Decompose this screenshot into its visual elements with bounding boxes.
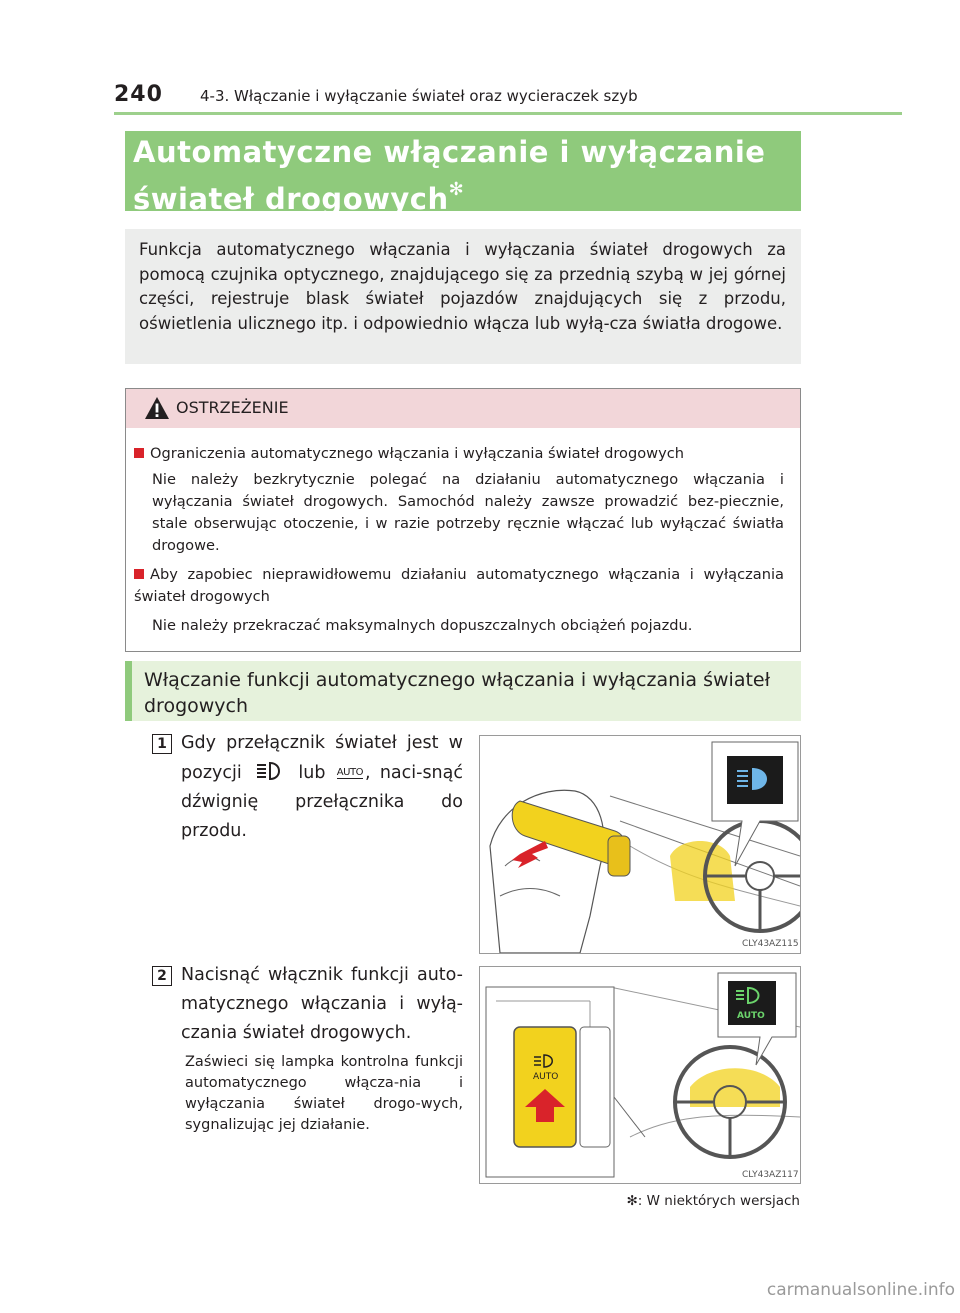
warning-header: [126, 389, 800, 428]
figure-auto-button-illustration: [479, 966, 801, 1184]
warning-icon: [144, 396, 170, 420]
page-number: 240: [114, 82, 163, 107]
auto-symbol: AUTO: [336, 767, 363, 778]
step-2-note: Zaświeci się lampka kontrolna funkcji automatycznego włącza-nia i wyłączania świateł drogo-wych, sygnalizując jej działanie.: [185, 1054, 463, 1133]
figure-lever-illustration: [479, 735, 801, 954]
warning-item-2-body: Nie należy przekraczać maksymalnych dopuszczalnych obciążeń pojazdu.: [152, 617, 693, 634]
title-line-2: świateł drogowych: [133, 182, 449, 216]
header-rule: [114, 112, 902, 115]
warning-title: OSTRZEŻENIE: [176, 398, 289, 417]
figure-1-code: CLY43AZ115: [742, 939, 799, 949]
footnote: ✻: W niektórych wersjach: [626, 1193, 800, 1209]
step-2-text: Nacisnąć włącznik funkcji auto-matycznego włączania i wyłą-czania świateł drogowych.: [181, 965, 463, 1043]
section-accent-bar: [125, 661, 132, 721]
warning-item-2-heading: Aby zapobiec nieprawidłowemu działaniu automatycznego włączania i wyłączania świateł drogowych: [134, 566, 784, 605]
headlight-switch-icon: [255, 761, 285, 781]
dashboard-auto-button-illustration: [480, 967, 800, 1183]
section-heading: Włączanie funkcji automatycznego włączania i wyłączania świateł drogowych: [144, 669, 770, 717]
watermark: carmanualsonline.info: [766, 1280, 955, 1300]
page-title: [133, 134, 793, 218]
step-1-number: 1: [152, 734, 172, 754]
lever-steering-illustration: [480, 736, 800, 953]
auto-button-label: AUTO: [533, 1072, 559, 1082]
warning-item-1-heading: Ograniczenia automatycznego włączania i wyłączania świateł drogowych: [134, 443, 786, 465]
title-line-1: Automatyczne włączanie i wyłączanie: [133, 135, 766, 169]
auto-indicator-label: AUTO: [737, 1011, 765, 1021]
title-marker: ✻: [448, 179, 465, 200]
red-square-bullet: [134, 448, 144, 458]
red-square-bullet: [134, 569, 144, 579]
warning-box: [125, 388, 801, 652]
running-head: 4-3. Włączanie i wyłączanie świateł oraz wycieraczek szyb: [200, 87, 638, 105]
step-2-number: 2: [152, 966, 172, 986]
warning-item-1-body: Nie należy bezkrytycznie polegać na działaniu automatycznego włączania i wyłączania świateł drogowych. Samochód należy zawsze prowadzić bez-piecznie, stale obserwując otoczenie, i w razie potrzeby ręcznie włączać lub wyłączać światła drogowe.: [152, 471, 784, 554]
intro-text: Funkcja automatycznego włączania i wyłączania świateł drogowych za pomocą czujnika optycznego, znajdującego się za przednią szybą w jej górnej części, rejestruje blask świateł pojazdów znajdujących się z przodu, oświetlenia ulicznego itp. i odpowiednio włącza lub wyłą-cza światła drogowe.: [139, 240, 786, 333]
step-1-text: Gdy przełącznik świateł jest w pozycji lub AUTO , naci-snąć dźwignię przełącznika do przodu.: [181, 733, 463, 841]
figure-2-code: CLY43AZ117: [742, 1170, 799, 1180]
